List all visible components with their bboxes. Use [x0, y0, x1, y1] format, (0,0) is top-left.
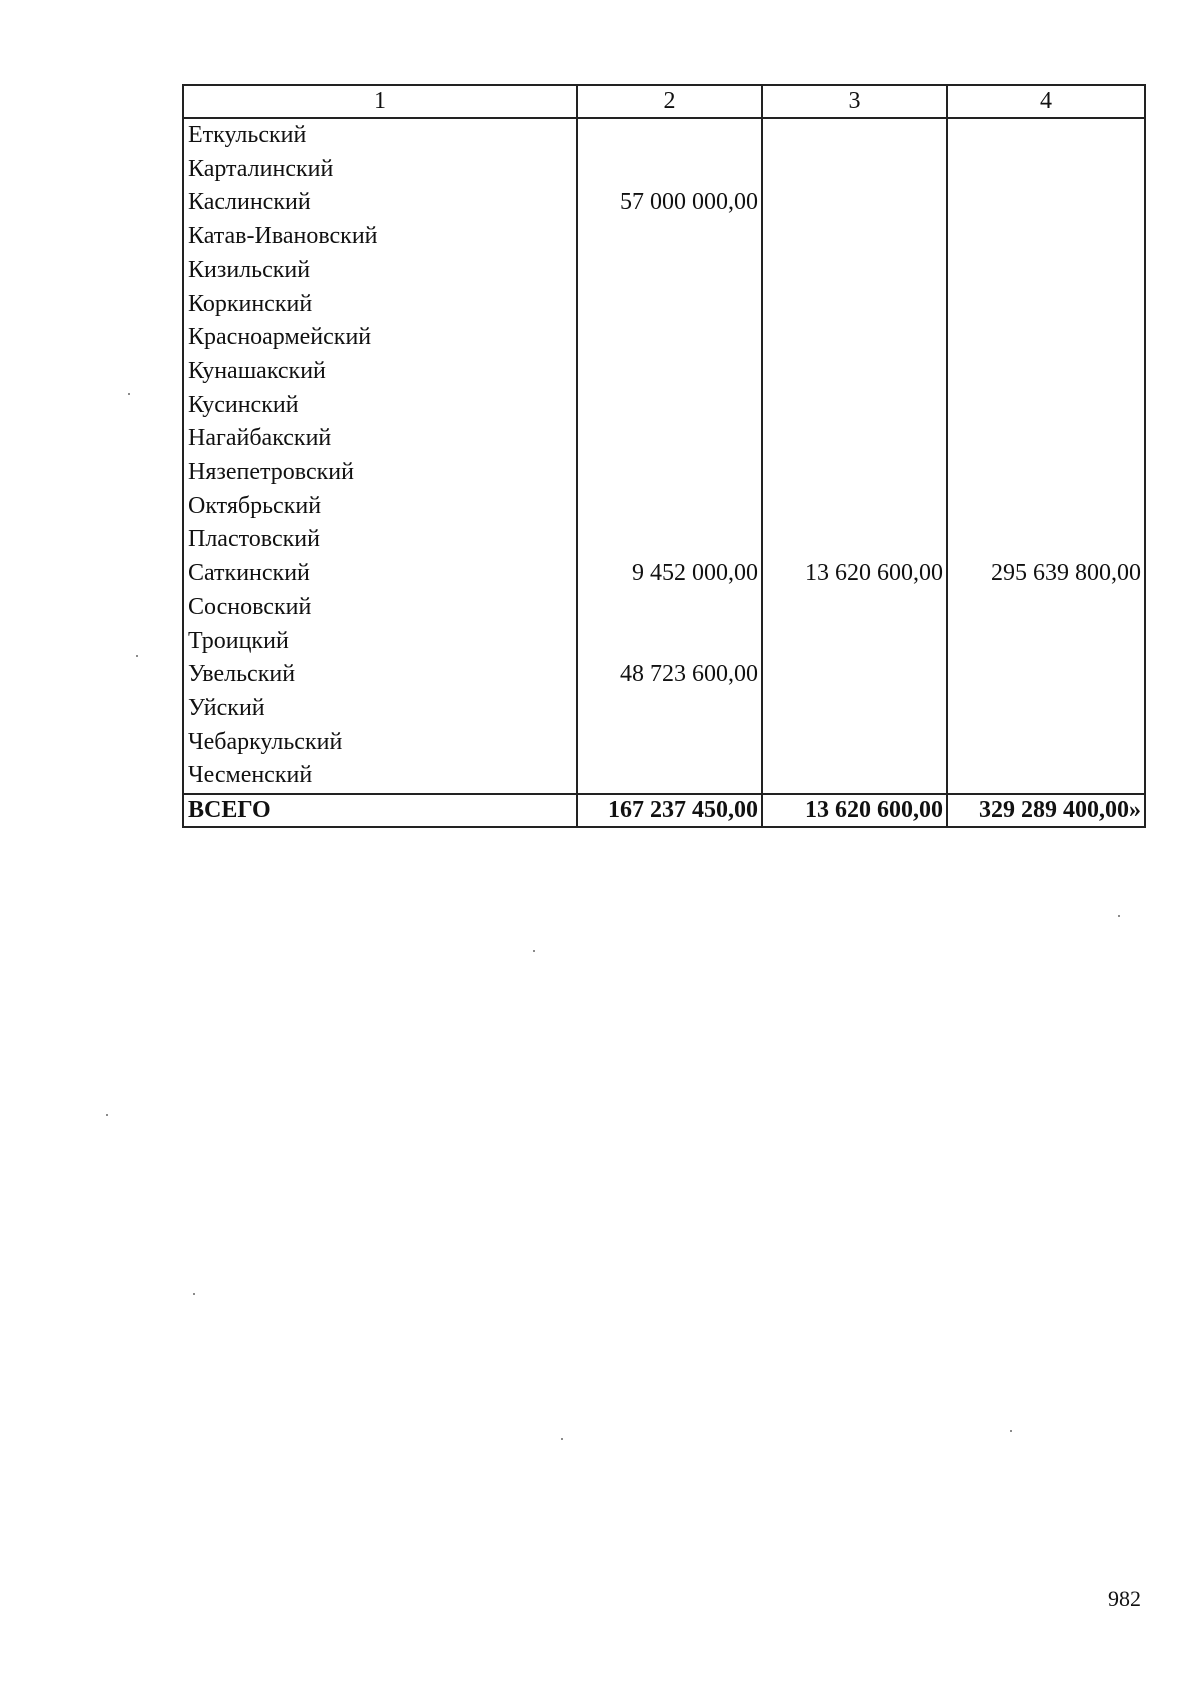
table-row	[183, 759, 1145, 794]
value-col-2: 48 723 600,00	[577, 658, 762, 692]
district-name: Каслинский	[183, 186, 577, 220]
district-name: Нагайбакский	[183, 422, 577, 456]
value-col-4	[947, 692, 1145, 726]
district-name: Увельский	[183, 658, 577, 692]
column-header-2: 2	[577, 85, 762, 118]
value-col-2	[577, 254, 762, 288]
value-col-4	[947, 456, 1145, 490]
value-col-3	[762, 422, 947, 456]
value-col-4	[947, 726, 1145, 760]
value-col-4	[947, 759, 1145, 794]
value-col-3	[762, 523, 947, 557]
table-row	[183, 389, 1145, 423]
table-row	[183, 523, 1145, 557]
district-name: Уйский	[183, 692, 577, 726]
value-col-2	[577, 153, 762, 187]
value-col-3	[762, 490, 947, 524]
table-header-row	[183, 85, 1145, 118]
value-col-3	[762, 220, 947, 254]
page-number: 982	[1108, 1586, 1141, 1611]
value-col-3	[762, 658, 947, 692]
value-col-3	[762, 118, 947, 153]
district-name: Чебаркульский	[183, 726, 577, 760]
value-col-3	[762, 321, 947, 355]
scan-speck	[193, 1293, 195, 1295]
district-name: Кусинский	[183, 389, 577, 423]
value-col-2	[577, 288, 762, 322]
value-col-4	[947, 658, 1145, 692]
value-col-4	[947, 186, 1145, 220]
value-col-4	[947, 355, 1145, 389]
table-row	[183, 355, 1145, 389]
value-col-3	[762, 153, 947, 187]
scan-speck	[533, 950, 535, 952]
value-col-2: 9 452 000,00	[577, 557, 762, 591]
budget-table	[182, 84, 1146, 828]
value-col-2	[577, 726, 762, 760]
value-col-4	[947, 321, 1145, 355]
value-col-4	[947, 220, 1145, 254]
total-col-4: 329 289 400,00»	[947, 794, 1145, 827]
value-col-4	[947, 422, 1145, 456]
column-header-3: 3	[762, 85, 947, 118]
table-row	[183, 490, 1145, 524]
value-col-3	[762, 288, 947, 322]
district-name: Карталинский	[183, 153, 577, 187]
district-name: Саткинский	[183, 557, 577, 591]
value-col-4	[947, 490, 1145, 524]
district-name: Пластовский	[183, 523, 577, 557]
value-col-3	[762, 186, 947, 220]
scan-speck	[1010, 1430, 1012, 1432]
value-col-4	[947, 288, 1145, 322]
value-col-3	[762, 625, 947, 659]
district-name: Троицкий	[183, 625, 577, 659]
table-row	[183, 153, 1145, 187]
value-col-2	[577, 355, 762, 389]
total-row	[183, 794, 1145, 827]
district-name: Еткульский	[183, 118, 577, 153]
value-col-2	[577, 523, 762, 557]
table-row	[183, 321, 1145, 355]
total-label: ВСЕГО	[183, 794, 577, 827]
value-col-2	[577, 490, 762, 524]
value-col-4	[947, 523, 1145, 557]
district-name: Катав-Ивановский	[183, 220, 577, 254]
scan-speck	[106, 1114, 108, 1116]
district-name: Чесменский	[183, 759, 577, 794]
value-col-3	[762, 726, 947, 760]
district-name: Нязепетровский	[183, 456, 577, 490]
value-col-2	[577, 118, 762, 153]
table-row	[183, 220, 1145, 254]
value-col-4	[947, 153, 1145, 187]
value-col-2	[577, 591, 762, 625]
table-row	[183, 658, 1145, 692]
value-col-3	[762, 759, 947, 794]
scan-speck	[136, 655, 138, 657]
table-row	[183, 186, 1145, 220]
table-row	[183, 254, 1145, 288]
value-col-3	[762, 254, 947, 288]
table-row	[183, 557, 1145, 591]
value-col-4	[947, 118, 1145, 153]
scan-speck	[128, 393, 130, 395]
district-name: Октябрьский	[183, 490, 577, 524]
value-col-4: 295 639 800,00	[947, 557, 1145, 591]
value-col-4	[947, 625, 1145, 659]
value-col-2	[577, 456, 762, 490]
value-col-4	[947, 389, 1145, 423]
value-col-2	[577, 422, 762, 456]
scan-speck	[1118, 915, 1120, 917]
total-col-3: 13 620 600,00	[762, 794, 947, 827]
district-name: Кизильский	[183, 254, 577, 288]
district-name: Кунашакский	[183, 355, 577, 389]
table-row	[183, 726, 1145, 760]
value-col-2	[577, 692, 762, 726]
district-name: Красноармейский	[183, 321, 577, 355]
total-col-2: 167 237 450,00	[577, 794, 762, 827]
value-col-3	[762, 389, 947, 423]
table-row	[183, 288, 1145, 322]
value-col-3	[762, 456, 947, 490]
scan-speck	[561, 1438, 563, 1440]
value-col-3: 13 620 600,00	[762, 557, 947, 591]
column-header-1: 1	[183, 85, 577, 118]
table-row	[183, 422, 1145, 456]
district-name: Коркинский	[183, 288, 577, 322]
table-row	[183, 591, 1145, 625]
value-col-2: 57 000 000,00	[577, 186, 762, 220]
table-row	[183, 692, 1145, 726]
value-col-2	[577, 389, 762, 423]
value-col-2	[577, 759, 762, 794]
district-name: Сосновский	[183, 591, 577, 625]
table-row	[183, 456, 1145, 490]
value-col-3	[762, 355, 947, 389]
value-col-4	[947, 254, 1145, 288]
value-col-4	[947, 591, 1145, 625]
column-header-4: 4	[947, 85, 1145, 118]
value-col-2	[577, 220, 762, 254]
table-row	[183, 625, 1145, 659]
value-col-2	[577, 625, 762, 659]
table-row	[183, 118, 1145, 153]
value-col-2	[577, 321, 762, 355]
value-col-3	[762, 591, 947, 625]
value-col-3	[762, 692, 947, 726]
